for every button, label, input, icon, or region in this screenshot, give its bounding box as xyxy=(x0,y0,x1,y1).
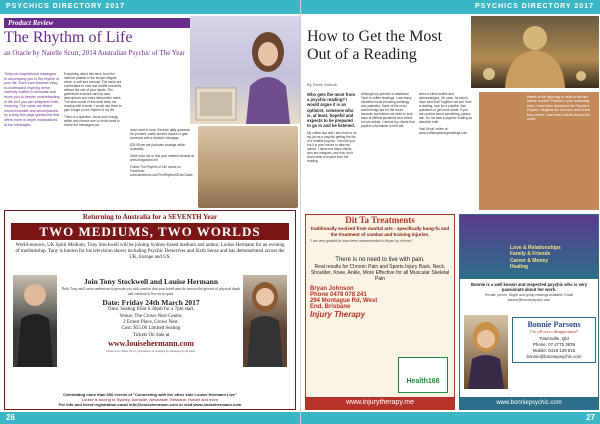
ad2-line-1: Love & Relationships xyxy=(510,245,561,251)
article-title: How to Get the Most Out of a Reading xyxy=(307,28,443,63)
health168-logo: Health168 xyxy=(398,357,448,393)
byline: By Denis Suburb xyxy=(307,82,338,87)
fine-print: Please note: There are no guarantees, as readings are messages from spirit. xyxy=(106,349,196,354)
page-number: 27 xyxy=(301,412,600,424)
col1b-text: My coffee-cup and I are more to do my job as a psychic getting the tile of a reliable psychic. I can tell you, but it is your choice to take my advice. I have met many clients who are intrigued, and who don't know what to expect from the reading. xyxy=(307,131,357,164)
article-col-1 xyxy=(307,92,357,210)
bonnie-ad xyxy=(459,214,599,410)
ticket-link[interactable]: www.louisehermann.com xyxy=(108,339,194,349)
woman-portrait-icon xyxy=(190,16,300,124)
ad-headline: Returning to Australia for a SEVENTH Year xyxy=(82,213,218,221)
article-col-2: Although my practice is traditional Tarot in coffee readings, I use many divination tools including astrology and palmistry. Some of the most useful things are for the future because sometimes we need to look back at difficult situations and others to look ahead. I remind my clients that psychic information is free will. xyxy=(361,92,415,128)
ad2-line-3: Career & Money xyxy=(510,257,549,264)
woman-portrait-icon xyxy=(464,315,508,389)
ad-footer-2: Louise is touring to Sydney, Adelaide, Newcastle, Brisbane, Hobart and more xyxy=(81,397,219,402)
ad2-line-4: Healing xyxy=(510,264,529,271)
event-tickets: Tickets On Sale at xyxy=(132,332,170,338)
col2b-text: Think of a question, focus your energy within and choose one or more cards to reveal the messages you xyxy=(64,115,120,127)
ad1-phone: Phone 0478 078 241 xyxy=(310,292,367,299)
ad-footer-1: Celebrating more than 600 events of "Connecting with the other side Louise Hermann Live" xyxy=(63,392,237,397)
woman-portrait-icon xyxy=(243,275,287,367)
ad-banner: TWO MEDIUMS, TWO WORLDS xyxy=(11,223,289,240)
ad2-caption: Bonnie is a well known and respected psychic who is very passionate about her work. xyxy=(470,282,588,293)
order-text: Order your set or find your nearest stockist at www.indigotarot.net xyxy=(130,154,194,162)
kicker: Product Review xyxy=(4,18,190,28)
col3-text: most need to hear. Receive daily guidance for yourself, clarify specific issues or gain someone with a decision message. xyxy=(130,128,191,140)
article-subtitle: an Oracle by Narelle Scurr, 2014 Australian Psychic of The Year xyxy=(4,49,185,57)
lead-text: Who gets the most from a psychic reading? I would argue it is an optimist, someone who is, at least, hopeful and expects to be prepared to go in and be listened. xyxy=(307,92,355,129)
ad2-tagline: I've all set to disappointed! xyxy=(530,329,578,334)
event-address: 2 Ernest Place, Crows Nest. xyxy=(123,320,179,325)
visit-text: Visit Denis' online at www.coffeespeakingreadings.com xyxy=(419,127,468,135)
ad1-relief: Real results for Chronic Pain and Sports Injury Back, Neck, Shoulder, Knee, Ankle, More Effective for all Muscular Skeletal Pain xyxy=(310,264,450,283)
col3-text: when a client smiles and acknowledges. Oh yeah, he would have said that! Together we sort from a reading, look for a positive. Ask questions to get more detail. If you are unclear about something, please ask. Do not take a psychic reading as absolute truth. xyxy=(419,92,472,124)
right-page xyxy=(300,0,600,424)
event-date: Date: Friday 24th March 2017 xyxy=(102,298,200,308)
event-cost: Cost: $55.00 Limited Seating xyxy=(121,326,181,332)
ad1-address: 294 Montague Rd, West End, Brisbane xyxy=(310,298,378,311)
buddha-statue-icon xyxy=(471,16,599,88)
buddha-photo xyxy=(471,16,599,88)
page-number: 26 xyxy=(0,412,300,424)
article-col-2 xyxy=(64,72,124,206)
ad2-line-2: Family & Friends xyxy=(510,251,551,258)
ad2-contact: Private, phone, Skype and group readings available. Email bonnie@bonniepsychic.com xyxy=(484,293,574,302)
ad1-text: traditionally evolved from martial arts - specifically kung-fu and the treatment of combat and training injuries. xyxy=(310,226,450,237)
ad2-place: Townsville, Qld xyxy=(539,336,569,341)
ad1-title: Dit Ta Treatments xyxy=(345,215,415,225)
article-col-3 xyxy=(419,92,473,210)
ad-intro: World-renown, UK Spirit Medium, Tony Stockwell will be joining Sydney-based medium and author, Louise Hermann for an evening of mediumship. Tony is known for his television shows including Psychic Detectives and Sixth Sense and has demonstrated across the UK, Europe and US. xyxy=(15,243,285,260)
sidebar-text: Heads is the right way to write in the last twelve months! Thanks to your continuing trust. I have been described the Psychic's Psychic. Regards the rest who seek it and from where I have been clients around the world. xyxy=(527,95,591,122)
join-heading: Join Tony Stockwell and Louise Hermann xyxy=(84,277,218,286)
injury-ad xyxy=(305,214,455,410)
page-header: PSYCHICS DIRECTORY 2017 xyxy=(301,0,600,14)
ad1-quote: "I am very grateful to have been recommended to Bryan by a friend." xyxy=(310,239,414,244)
ad1-pain: There is no need to live with pain. xyxy=(335,257,425,264)
article-col-1: Thirty-six inspirational messages to accompany you to the rhythm of your life. Each card features easy-to-understand rhyming verse, carefully crafted to stimulate and move you to deeper understanding of life as if you are whispered their meaning. The cards are tinted monochromatic and accompanied by a forty-five page guidebook that offers more in-depth explanations of the messages. xyxy=(4,72,60,127)
page-header: PSYCHICS DIRECTORY 2017 xyxy=(0,0,300,14)
ad1-url[interactable]: www.injurytherapy.me xyxy=(306,397,454,409)
event-time: Time: Seating from 6.30pm for a 7pm start. xyxy=(107,307,195,313)
ad2-email[interactable]: bonnie@bonniepsychic.com xyxy=(526,354,582,359)
article-col-3 xyxy=(130,128,194,208)
ad-footer-3: For info and event registration email info@louisehermann.com or visit www.louisehermann.com xyxy=(58,402,242,407)
bonnie-photo xyxy=(464,315,508,389)
sidebar-box xyxy=(479,92,599,210)
join-text: Both Tony and Louise endeavour to provide you with comfort that your loved ones do survive the process of physical death and continue to live on in spirit. xyxy=(62,287,240,296)
tony-photo xyxy=(13,275,57,367)
ad1-name: Bryan Johnson xyxy=(310,286,354,293)
ad1-brand: Injury Therapy xyxy=(310,310,366,320)
event-venue: Venue: The Crows Nest Centre, xyxy=(119,313,183,319)
man-portrait-icon xyxy=(13,275,57,367)
facebook-text: Follow The Rhythm of Life oracle on Facebook: www.facebook.com/TheRhythmOfLifeOracle xyxy=(130,165,193,177)
ad2-phone: Phone: 07 4775 3939 xyxy=(533,342,575,347)
price-text: $29.95 per set (includes postage within Australia). xyxy=(130,143,186,151)
oracle-photo xyxy=(190,16,300,124)
ad2-url[interactable]: www.bonniepsychic.com xyxy=(460,397,598,409)
louise-photo xyxy=(243,275,287,367)
ad2-mobile: Mobile: 0419 129 915 xyxy=(532,348,576,353)
article-title: The Rhythm of Life xyxy=(4,29,133,46)
col2-text: Everything about this deck, from the rainbow pastels to the simple elegant verse, is soft and sensual. The cards are comfortable to hold and shuffle smoothly without the use of your hands. The guidebook includes card-by-card descriptions and extra interpretive notes. The wise words of this deck keep me reading with a smile. I would use them to gain insight on the rhythm of my life. xyxy=(64,72,122,112)
ad2-title: Bonnie Parsons xyxy=(527,320,581,329)
event-ad xyxy=(4,210,296,410)
bonnie-banner xyxy=(460,215,598,279)
card-photo xyxy=(198,126,298,208)
